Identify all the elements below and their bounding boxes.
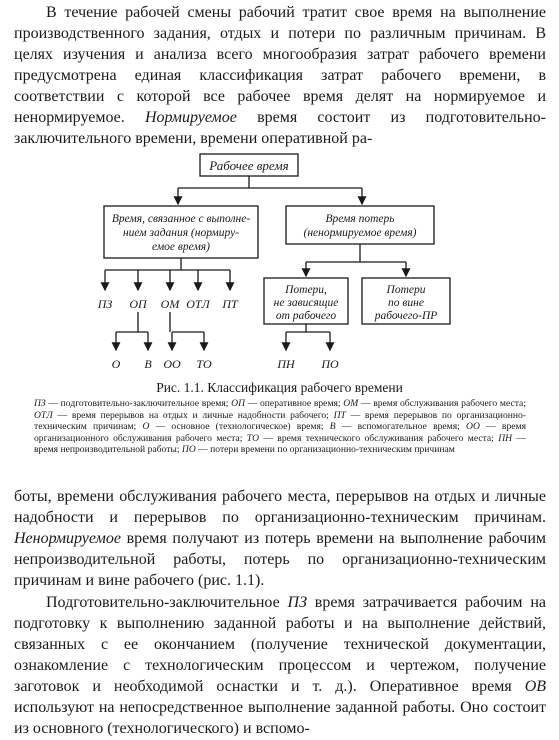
legend-abbreviation: ОТЛ <box>34 409 53 421</box>
figure-legend <box>34 398 526 456</box>
legend-definition: — время технического обслуживания рабочего места; <box>259 432 499 444</box>
category-otl: ОТЛ <box>186 297 210 311</box>
intro-paragraph <box>14 2 546 149</box>
normed-label-2: нием задания (нормиру- <box>122 227 240 239</box>
body2-text-b: время затрачивается рабочим на подготовку к выполнению заданной работы и на выполнение действий, связанных с ее окончанием (получение технической документации, ознакомление с технологическим процессом и чертежом, получение заготовок и необходимой оснастки и т. д.). Оперативное время <box>14 594 547 695</box>
body2-text-c: используют на непосредственное выполнение заданной работы. Оно состоит из основного (технологического) и вспомо- <box>14 699 546 737</box>
legend-definition: — основное (технологическое) время; <box>149 421 330 433</box>
intro-emphasis: Нормируемое <box>144 109 237 126</box>
legend-abbreviation: ОП <box>231 398 246 409</box>
loss-worker-label-3: рабочего-ПР <box>374 310 438 322</box>
legend-abbreviation: ОМ <box>343 398 359 409</box>
body1-emphasis: Ненормируемое <box>14 530 121 547</box>
sub-to: ТО <box>196 357 212 371</box>
legend-abbreviation: ПН <box>498 432 513 444</box>
sub-po: ПО <box>321 357 339 371</box>
body-paragraph-1 <box>14 486 546 591</box>
loss-worker-label-2: по вине <box>388 297 424 309</box>
normed-label-3: емое время) <box>152 241 210 253</box>
legend-definition: — время перерывов по организационно-техническим причинам; <box>34 409 526 433</box>
category-pz: ПЗ <box>97 297 113 311</box>
sub-oo: ОО <box>163 357 181 371</box>
sub-pn: ПН <box>277 357 295 371</box>
legend-definition: — время обслуживания рабочего места; <box>358 398 526 409</box>
legend-abbreviation: ПО <box>181 444 196 456</box>
legend-definition: — вспомогательное время; <box>335 421 467 433</box>
loss-label-1: Время потерь <box>325 213 395 225</box>
category-op: ОП <box>129 297 147 311</box>
body1-text: боты, времени обслуживания рабочего места, перерывов на отдых и личные надобности и перерывов по организационно-техническим причинам. <box>14 488 546 526</box>
legend-definition: — оперативное время; <box>245 398 344 409</box>
figure-caption: Рис. 1.1. Классификация рабочего времени <box>156 380 403 395</box>
legend-abbreviation: В <box>329 421 336 433</box>
loss-label-2: (ненормируемое время) <box>303 227 417 239</box>
legend-abbreviation: ПТ <box>333 409 346 421</box>
sub-v: В <box>144 357 152 371</box>
legend-abbreviation: О <box>142 421 150 433</box>
legend-abbreviation: ОО <box>466 421 480 433</box>
classification-diagram <box>0 148 559 378</box>
root-label: Рабочее время <box>209 158 289 173</box>
body2-text-a: Подготовительно-заключительное <box>46 594 280 611</box>
legend-definition: — время непроизводительной работы; <box>34 432 526 456</box>
intro-tail: время состоит из подготовительно-заключительного времени, времени оперативной ра- <box>14 109 546 147</box>
loss-indep-label-2: не зависящие <box>273 297 339 309</box>
body2-emphasis-2: ОВ <box>524 678 547 695</box>
loss-worker-label-1: Потери <box>386 284 426 296</box>
legend-abbreviation: ТО <box>246 432 260 444</box>
legend-abbreviation: ПЗ <box>34 398 46 409</box>
category-om: ОМ <box>160 297 180 311</box>
legend-definition: — потери времени по организационно-техническим причинам <box>195 444 455 456</box>
body2-emphasis-1: ПЗ <box>287 594 307 611</box>
body1-tail: время получают из потерь времени на выполнение рабочим непроизводительной работы, потерь по организационно-техническим причинам и вине рабочего (рис. 1.1). <box>14 530 547 589</box>
legend-definition: — время перерывов на отдых и личные надобности рабочего; <box>52 409 334 421</box>
normed-label-1: Время, связанное с выполне- <box>111 213 251 225</box>
legend-definition: — время организационного обслуживания рабочего места; <box>34 421 527 444</box>
body-paragraph-2 <box>14 592 546 739</box>
loss-indep-label-3: от рабочего <box>275 310 337 322</box>
category-pt: ПТ <box>222 297 238 311</box>
loss-indep-label-1: Потери, <box>285 284 327 296</box>
sub-o: О <box>111 357 121 371</box>
intro-text: В течение рабочей смены рабочий тратит свое время на выполнение производственного задания, отдых и потери по различным причинам. В целях изучения и анализа всего многообразия затрат рабочего времени предусмотрена единая классификация затрат рабочего времени, в соответствии с которой все рабочее время делят на нормируемое и ненормируемое. <box>14 4 546 126</box>
legend-definition: — подготовительно-заключительное время; <box>45 398 232 409</box>
